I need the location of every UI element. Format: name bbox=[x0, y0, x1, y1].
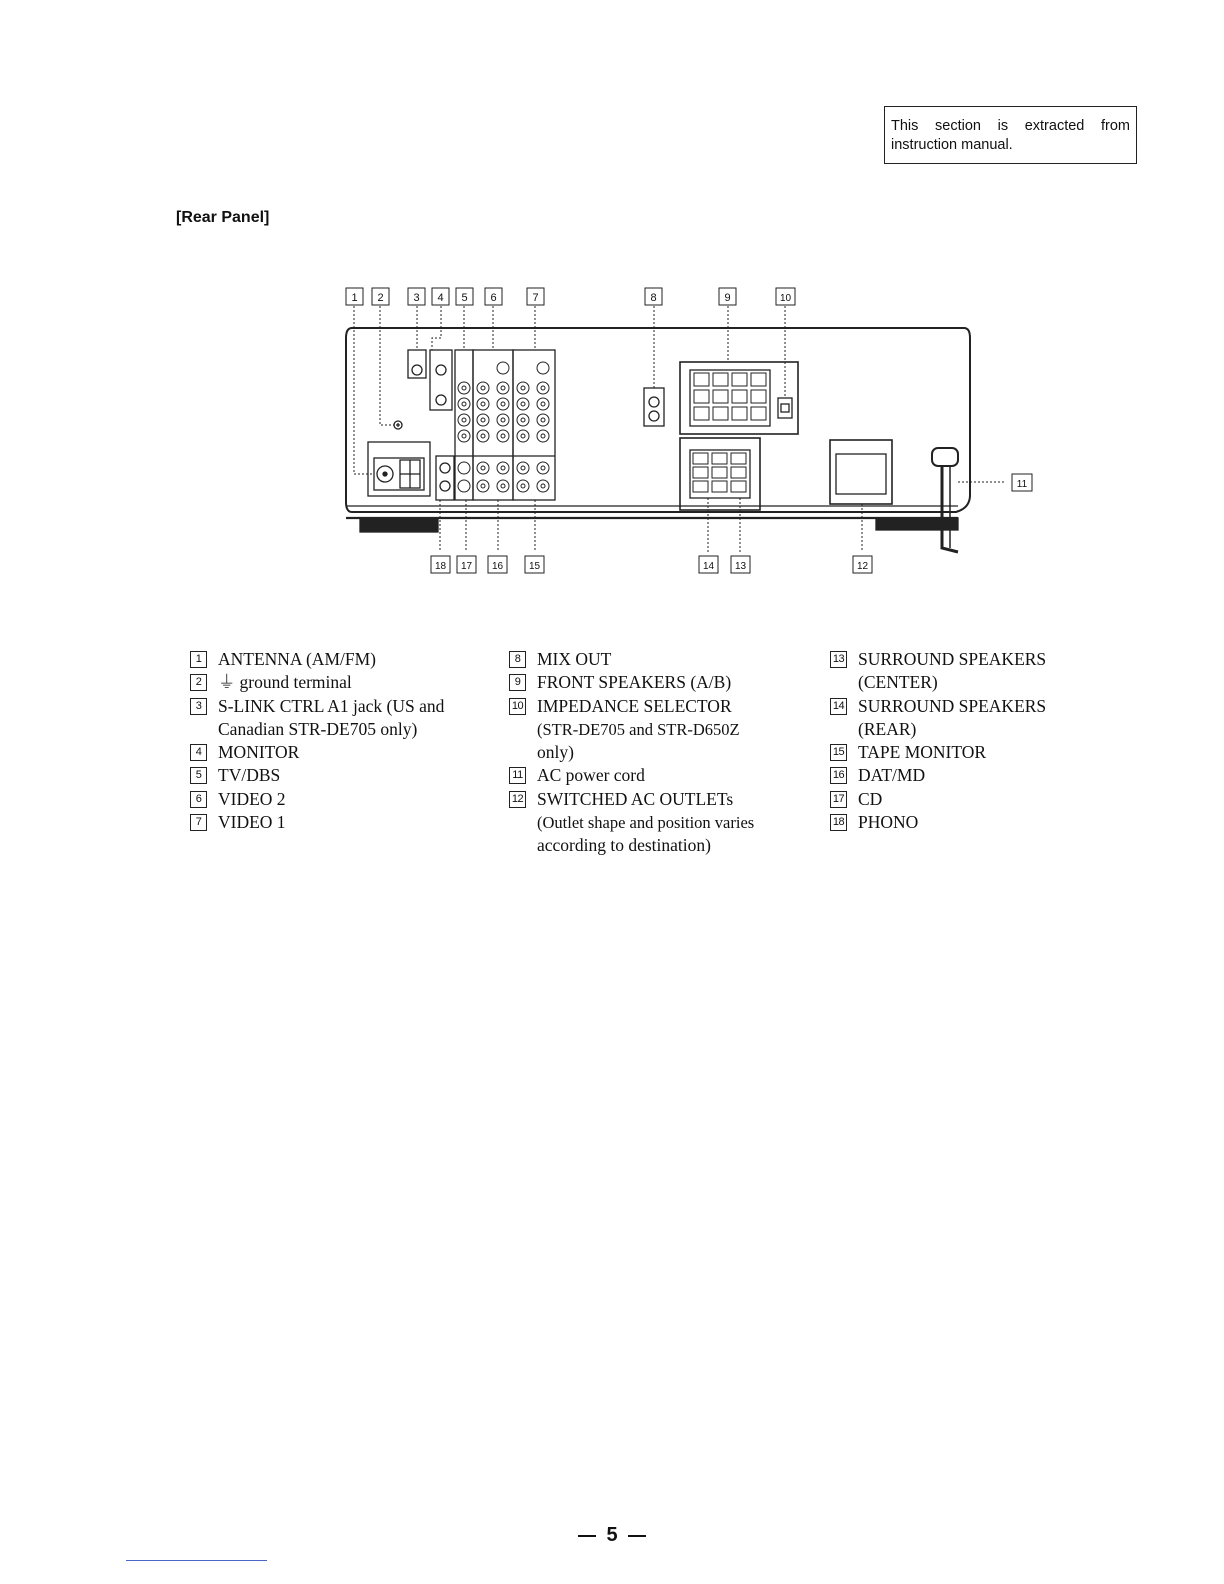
rca-jack bbox=[517, 414, 529, 426]
rca-jack-pin bbox=[521, 402, 525, 406]
rca-jack bbox=[537, 362, 549, 374]
rca-jack bbox=[537, 398, 549, 410]
legend-line: TV/DBS bbox=[218, 765, 281, 786]
speaker-terminal bbox=[731, 453, 746, 464]
rca-jack-pin bbox=[481, 418, 485, 422]
legend-item bbox=[830, 811, 1046, 834]
speaker-terminal bbox=[712, 453, 727, 464]
legend-line: SURROUND SPEAKERS bbox=[858, 649, 1047, 669]
legend-line bbox=[218, 671, 444, 694]
rca-jack bbox=[458, 398, 470, 410]
legend-number-box: 6 bbox=[190, 791, 207, 808]
legend-number-box: 7 bbox=[190, 814, 207, 831]
rca-jack bbox=[477, 414, 489, 426]
legend-item bbox=[830, 741, 1046, 764]
speaker-terminal bbox=[751, 373, 766, 386]
legend-item bbox=[190, 788, 444, 811]
legend-text: ground terminal bbox=[239, 672, 352, 693]
rca-jack-pin bbox=[481, 386, 485, 390]
legend-line: (STR-DE705 and STR-D650Z bbox=[537, 719, 740, 739]
speaker-terminal bbox=[732, 407, 747, 420]
speaker-terminal bbox=[693, 453, 708, 464]
legend-line: (Outlet shape and position varies bbox=[537, 813, 755, 833]
rca-jack bbox=[497, 480, 509, 492]
speaker-terminal bbox=[713, 407, 728, 420]
callout-16 bbox=[488, 556, 507, 573]
legend-number-box: 8 bbox=[509, 651, 526, 668]
callout-15-label: 15 bbox=[528, 561, 541, 572]
legend-line: ANTENNA (AM/FM) bbox=[218, 649, 376, 669]
rca-jack bbox=[497, 398, 509, 410]
callout-13-label: 13 bbox=[734, 561, 747, 572]
legend-number-box: 15 bbox=[830, 744, 847, 761]
legend-line: VIDEO 2 bbox=[218, 788, 286, 809]
speaker-terminal bbox=[693, 481, 708, 492]
speaker-terminal bbox=[732, 373, 747, 386]
legend-item bbox=[190, 648, 444, 671]
rca-jack-pin bbox=[501, 434, 505, 438]
rca-jack bbox=[537, 414, 549, 426]
legend-number-box: 10 bbox=[509, 698, 526, 715]
callout-5 bbox=[456, 288, 473, 305]
rca-jack bbox=[497, 362, 509, 374]
rca-jack bbox=[517, 480, 529, 492]
rca-jack bbox=[458, 382, 470, 394]
legend-item bbox=[830, 764, 1046, 787]
rca-jack bbox=[537, 462, 549, 474]
legend-number-box: 17 bbox=[830, 791, 847, 808]
footer-rule bbox=[126, 1560, 267, 1561]
callout-17-label: 17 bbox=[460, 561, 473, 572]
speaker-terminal bbox=[751, 407, 766, 420]
speaker-terminal bbox=[712, 481, 727, 492]
legend-line: PHONO bbox=[858, 812, 919, 833]
speaker-terminal bbox=[713, 373, 728, 386]
rca-jack bbox=[537, 480, 549, 492]
rca-jack bbox=[517, 430, 529, 442]
legend-line: MIX OUT bbox=[537, 649, 612, 669]
callout-11-label: 11 bbox=[1016, 479, 1028, 490]
callout-18-label: 18 bbox=[434, 561, 447, 572]
callout-3-label: 3 bbox=[413, 292, 420, 304]
legend-number-box: 11 bbox=[509, 767, 526, 784]
speaker-terminal bbox=[712, 467, 727, 478]
page-number-value: 5 bbox=[606, 1524, 618, 1546]
rca-jack-pin bbox=[501, 402, 505, 406]
rca-jack bbox=[497, 430, 509, 442]
callout-2-label: 2 bbox=[377, 292, 384, 304]
rca-jack bbox=[458, 430, 470, 442]
callout-4-label: 4 bbox=[437, 292, 444, 304]
legend-number-box: 16 bbox=[830, 767, 847, 784]
rca-jack bbox=[497, 462, 509, 474]
legend-item bbox=[830, 695, 1046, 742]
note-line-2: instruction manual. bbox=[891, 137, 1013, 153]
speaker-terminal bbox=[751, 390, 766, 403]
ground-icon: ⏚ bbox=[218, 672, 236, 693]
rca-jack bbox=[517, 462, 529, 474]
rca-jack bbox=[477, 398, 489, 410]
callout-7-label: 7 bbox=[532, 292, 539, 304]
rear-panel-diagram bbox=[330, 280, 1050, 590]
rca-jack-pin bbox=[481, 466, 485, 470]
callout-5-label: 5 bbox=[461, 292, 468, 304]
rca-jack bbox=[458, 480, 470, 492]
legend-item bbox=[190, 764, 444, 787]
speaker-terminal bbox=[694, 373, 709, 386]
rca-jack-pin bbox=[501, 418, 505, 422]
callout-3 bbox=[408, 288, 425, 305]
rca-jack-pin bbox=[521, 418, 525, 422]
legend-number-box: 13 bbox=[830, 651, 847, 668]
speaker-terminal bbox=[694, 390, 709, 403]
legend-line: only) bbox=[537, 742, 574, 763]
legend-line: Canadian STR-DE705 only) bbox=[218, 718, 418, 739]
speaker-terminal bbox=[694, 407, 709, 420]
callout-1 bbox=[346, 288, 363, 305]
legend-item bbox=[190, 695, 444, 742]
callout-14-label: 14 bbox=[702, 561, 715, 572]
rca-jack-pin bbox=[541, 434, 545, 438]
rca-jack-pin bbox=[462, 386, 466, 390]
rca-jack bbox=[537, 382, 549, 394]
rca-jack bbox=[537, 430, 549, 442]
rca-jack-pin bbox=[481, 484, 485, 488]
callout-10 bbox=[776, 288, 795, 305]
callout-16-label: 16 bbox=[491, 561, 504, 572]
legend-line: FRONT SPEAKERS (A/B) bbox=[537, 672, 732, 693]
legend-item bbox=[509, 648, 754, 671]
rca-jack-pin bbox=[541, 386, 545, 390]
callout-17 bbox=[457, 556, 476, 573]
callout-6-label: 6 bbox=[490, 292, 497, 304]
legend-line: S-LINK CTRL A1 jack (US and bbox=[218, 695, 445, 716]
callout-11 bbox=[1012, 474, 1032, 491]
speaker-terminal bbox=[713, 390, 728, 403]
rca-jack-pin bbox=[481, 402, 485, 406]
rca-jack bbox=[517, 382, 529, 394]
legend-number-box: 12 bbox=[509, 791, 526, 808]
legend-item bbox=[509, 788, 754, 858]
legend-column-2 bbox=[509, 648, 754, 858]
callout-8 bbox=[645, 288, 662, 305]
legend-line: CD bbox=[858, 788, 883, 809]
legend-number-box: 14 bbox=[830, 698, 847, 715]
legend-line: AC power cord bbox=[537, 765, 645, 786]
legend-number-box: 9 bbox=[509, 674, 526, 691]
legend-line: DAT/MD bbox=[858, 765, 926, 786]
page-number bbox=[0, 1524, 1224, 1547]
callout-9 bbox=[719, 288, 736, 305]
callout-12 bbox=[853, 556, 872, 573]
rca-jack-pin bbox=[521, 386, 525, 390]
speaker-terminal bbox=[693, 467, 708, 478]
legend-line: TAPE MONITOR bbox=[858, 742, 987, 763]
legend-line: according to destination) bbox=[537, 835, 711, 856]
legend-item bbox=[190, 671, 444, 694]
rca-jack-pin bbox=[541, 484, 545, 488]
callout-9-label: 9 bbox=[724, 292, 731, 304]
rca-jack-pin bbox=[541, 402, 545, 406]
legend-line: MONITOR bbox=[218, 742, 300, 763]
callout-2 bbox=[372, 288, 389, 305]
rca-jack bbox=[458, 462, 470, 474]
legend-line: SURROUND SPEAKERS bbox=[858, 695, 1047, 716]
legend-number-box: 4 bbox=[190, 744, 207, 761]
rca-jack-pin bbox=[501, 466, 505, 470]
section-title: [Rear Panel] bbox=[176, 209, 270, 226]
legend-item bbox=[830, 648, 1046, 695]
speaker-terminal bbox=[732, 390, 747, 403]
callout-10-label: 10 bbox=[779, 293, 792, 304]
rca-jack bbox=[477, 462, 489, 474]
rca-jack-pin bbox=[481, 434, 485, 438]
rca-jack bbox=[517, 398, 529, 410]
callout-1-label: 1 bbox=[351, 292, 358, 304]
callout-12-label: 12 bbox=[856, 561, 869, 572]
callout-13 bbox=[731, 556, 750, 573]
rca-jack bbox=[497, 414, 509, 426]
legend-number-box: 18 bbox=[830, 814, 847, 831]
callout-8-label: 8 bbox=[650, 292, 657, 304]
extract-note-box bbox=[884, 106, 1137, 164]
rca-jack-pin bbox=[541, 418, 545, 422]
rca-jack-pin bbox=[501, 484, 505, 488]
legend-item bbox=[190, 811, 444, 834]
legend-item bbox=[509, 764, 754, 787]
rca-jack-pin bbox=[462, 434, 466, 438]
note-line-1: This section is extracted from bbox=[891, 118, 1130, 134]
legend-column-1 bbox=[190, 648, 444, 834]
legend-number-box: 3 bbox=[190, 698, 207, 715]
callout-18 bbox=[431, 556, 450, 573]
dash-right bbox=[628, 1535, 646, 1537]
dash-left bbox=[578, 1535, 596, 1537]
rca-jack bbox=[477, 430, 489, 442]
rca-jack-pin bbox=[521, 466, 525, 470]
callout-4 bbox=[432, 288, 449, 305]
speaker-terminal bbox=[731, 467, 746, 478]
legend-item bbox=[509, 695, 754, 765]
legend-item bbox=[830, 788, 1046, 811]
rca-jack-pin bbox=[462, 418, 466, 422]
rca-jack bbox=[497, 382, 509, 394]
legend-line: (CENTER) bbox=[858, 672, 938, 693]
legend-line: VIDEO 1 bbox=[218, 812, 286, 833]
rca-jack bbox=[477, 480, 489, 492]
callout-15 bbox=[525, 556, 544, 573]
rca-jack bbox=[477, 382, 489, 394]
legend-item bbox=[509, 671, 754, 694]
legend-line: IMPEDANCE SELECTOR bbox=[537, 695, 732, 716]
legend-number-box: 1 bbox=[190, 651, 207, 668]
rca-jack-pin bbox=[521, 484, 525, 488]
rca-jack bbox=[458, 414, 470, 426]
speaker-terminal bbox=[731, 481, 746, 492]
rca-jack-pin bbox=[462, 402, 466, 406]
callout-6 bbox=[485, 288, 502, 305]
rca-jack-pin bbox=[521, 434, 525, 438]
callout-14 bbox=[699, 556, 718, 573]
rca-jack-pin bbox=[501, 386, 505, 390]
legend-number-box: 5 bbox=[190, 767, 207, 784]
legend-line: SWITCHED AC OUTLETs bbox=[537, 788, 734, 809]
legend-item bbox=[190, 741, 444, 764]
legend-line: (REAR) bbox=[858, 718, 917, 739]
legend-column-3 bbox=[830, 648, 1046, 834]
rca-jack-pin bbox=[541, 466, 545, 470]
callout-7 bbox=[527, 288, 544, 305]
legend-number-box: 2 bbox=[190, 674, 207, 691]
